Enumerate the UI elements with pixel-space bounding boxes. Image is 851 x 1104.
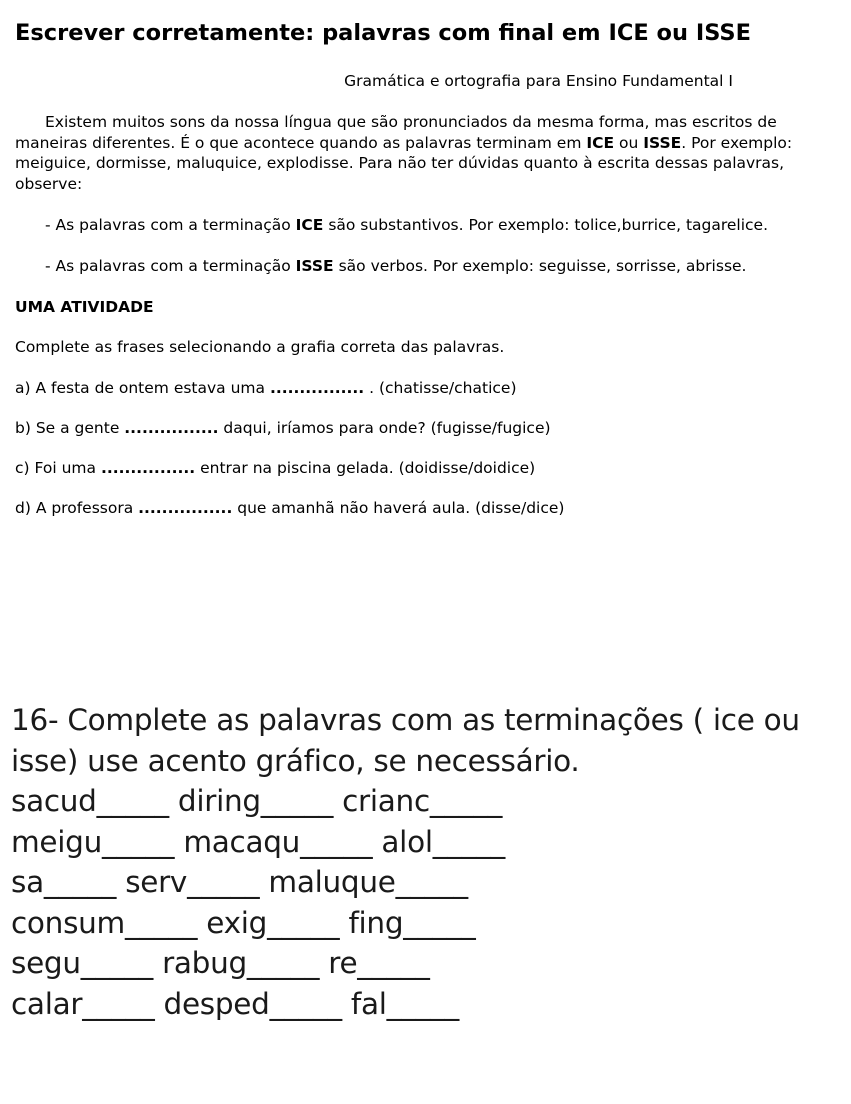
- word-blank: fal_____: [350, 986, 459, 1021]
- question-blank: ................: [100, 458, 196, 477]
- subtitle: Gramática e ortografia para Ensino Fundamental I: [344, 72, 733, 90]
- worksheet: [15, 20, 815, 518]
- question-text: b) Se a gente: [15, 418, 125, 437]
- rule-text: - As palavras com a terminação: [45, 256, 296, 275]
- word-blank: diring_____: [177, 784, 334, 818]
- activity-heading: UMA ATIVIDADE: [15, 298, 154, 316]
- rule-bold: ICE: [295, 216, 324, 234]
- question-text: a) A festa de ontem estava uma: [15, 378, 270, 397]
- question-d: [15, 498, 815, 518]
- word-row: [11, 903, 841, 944]
- question-options: que amanhã não haverá aula. (disse/dice): [232, 498, 565, 517]
- word-blank: segu_____: [11, 946, 153, 980]
- question-text: c) Foi uma: [15, 458, 101, 477]
- word-row: [11, 984, 841, 1025]
- page-title: Escrever corretamente: palavras com final em ICE ou ISSE: [15, 20, 751, 46]
- rule-text: - As palavras com a terminação: [45, 216, 296, 234]
- intro-text: ou: [614, 133, 644, 152]
- intro-paragraph: [15, 112, 815, 194]
- rule-text: são verbos. Por exemplo: seguisse, sorrisse, abrisse.: [333, 256, 747, 275]
- exercise-16-instruction-line: 16- Complete as palavras com as terminações ( ice ou: [11, 703, 800, 737]
- rule-text: são substantivos. Por exemplo: tolice,burrice, tagarelice.: [323, 216, 769, 234]
- word-blank: macaqu_____: [183, 824, 373, 859]
- rule-isse-paragraph: [15, 256, 815, 277]
- word-blank: sacud_____: [11, 784, 169, 818]
- question-b: [15, 418, 815, 438]
- word-blank: maluque_____: [268, 865, 468, 899]
- rule-bold: ISSE: [295, 256, 334, 275]
- word-blank: crianc_____: [342, 784, 503, 818]
- intro-bold-ice: ICE: [586, 133, 615, 152]
- rule-ice-paragraph: [15, 215, 815, 236]
- word-blank: re_____: [328, 946, 430, 980]
- word-blank: consum_____: [11, 905, 198, 940]
- question-options: entrar na piscina gelada. (doidisse/doidice): [195, 458, 536, 477]
- word-row: [11, 822, 841, 863]
- intro-text: Existem muitos sons da nossa língua que são pronunciados da mesma forma, mas escritos de maneiras diferentes. É o que acontece quando as palavras terminam em: [15, 113, 777, 152]
- activity-instructions: Complete as frases selecionando a grafia correta das palavras.: [15, 338, 505, 356]
- word-blank: sa_____: [11, 865, 117, 899]
- word-blank: serv_____: [125, 865, 260, 899]
- exercise-16-instruction-line: isse) use acento gráfico, se necessário.: [11, 743, 580, 778]
- word-blank: calar_____: [11, 986, 155, 1021]
- question-options: . (chatisse/chatice): [364, 378, 517, 397]
- word-blank: exig_____: [206, 905, 340, 940]
- intro-bold-isse: ISSE: [643, 133, 682, 152]
- question-blank: ................: [124, 418, 219, 437]
- word-row: [11, 781, 841, 822]
- word-blank: rabug_____: [162, 946, 320, 980]
- question-text: d) A professora: [15, 498, 139, 517]
- question-c: [15, 458, 815, 478]
- word-blank: alol_____: [381, 824, 505, 859]
- word-blank: fing_____: [348, 905, 476, 940]
- question-blank: ................: [269, 378, 365, 397]
- question-options: daqui, iríamos para onde? (fugisse/fugice): [218, 418, 551, 437]
- word-row: [11, 862, 841, 903]
- intro-text: . Por exemplo: meiguice, dormisse, maluquice, explodisse. Para não ter dúvidas quanto à escrita dessas palavras, observe:: [15, 133, 793, 193]
- word-blank: desped_____: [163, 986, 342, 1021]
- word-blank: meigu_____: [11, 824, 175, 859]
- word-row: [11, 943, 841, 984]
- question-a: [15, 378, 815, 398]
- exercise-16: [11, 700, 841, 1024]
- question-blank: ................: [138, 498, 233, 517]
